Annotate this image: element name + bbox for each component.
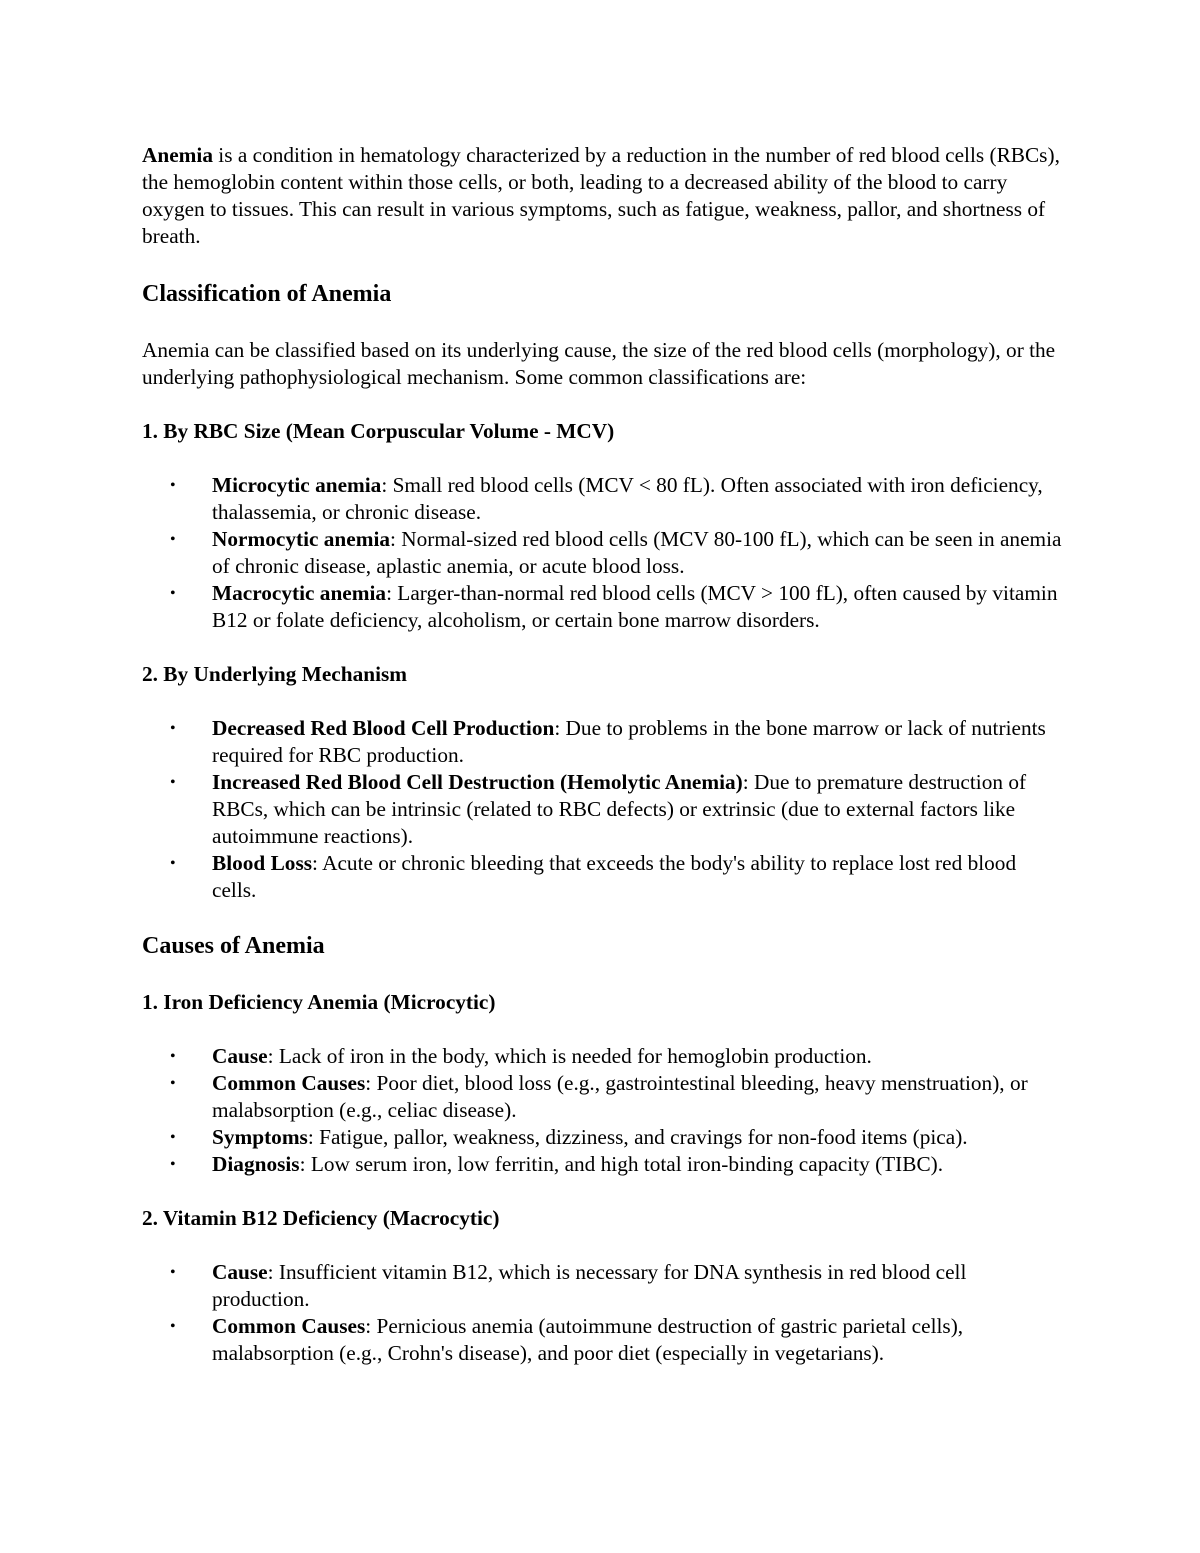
list-item [142,1070,1062,1124]
item-text: : Larger-than-normal red blood cells (MCV > 100 fL), often caused by vitamin B12 or folate deficiency, alcoholism, or certain bone marrow disorders. [212,581,1058,632]
item-text: : Acute or chronic bleeding that exceeds the body's ability to replace lost red blood cells. [212,851,1017,902]
by-size-heading: 1. By RBC Size (Mean Corpuscular Volume - MCV) [142,419,615,443]
by-mechanism-heading: 2. By Underlying Mechanism [142,662,408,686]
item-term: Common Causes [212,1071,366,1095]
list-item [142,1151,1062,1178]
causes-heading: Causes of Anemia [142,933,325,959]
bullet-icon: • [170,1156,176,1173]
bullet-icon: • [170,774,176,791]
bullet-icon: • [170,855,176,872]
list-item [142,526,1062,580]
item-text: : Normal-sized red blood cells (MCV 80-100 fL), which can be seen in anemia of chronic disease, aplastic anemia, or acute blood loss. [212,527,1062,578]
item-term: Macrocytic anemia [212,581,387,605]
bullet-icon: • [170,531,176,548]
list-item [142,580,1062,634]
item-term: Common Causes [212,1314,366,1338]
item-term: Increased Red Blood Cell Destruction (Hemolytic Anemia) [212,770,743,794]
item-text: : Low serum iron, low ferritin, and high total iron-binding capacity (TIBC). [299,1152,944,1176]
intro-term: Anemia [142,143,213,167]
list-item [142,1313,1062,1367]
item-text: : Insufficient vitamin B12, which is necessary for DNA synthesis in red blood cell production. [212,1260,967,1311]
item-term: Cause [212,1260,268,1284]
classification-heading: Classification of Anemia [142,281,392,307]
item-term: Diagnosis [212,1152,300,1176]
intro-paragraph [142,142,1062,250]
classification-paragraph: Anemia can be classified based on its underlying cause, the size of the red blood cells (morphology), or the underlying pathophysiological mechanism. Some common classifications are: [142,338,1056,389]
bullet-icon: • [170,1318,176,1335]
by-mechanism-list [142,715,1062,904]
item-text: : Lack of iron in the body, which is needed for hemoglobin production. [267,1044,872,1068]
list-item [142,472,1062,526]
item-term: Symptoms [212,1125,308,1149]
item-term: Decreased Red Blood Cell Production [212,716,555,740]
list-item [142,850,1062,904]
bullet-icon: • [170,1075,176,1092]
list-item [142,715,1062,769]
item-term: Normocytic anemia [212,527,391,551]
item-term: Cause [212,1044,268,1068]
bullet-icon: • [170,585,176,602]
item-term: Blood Loss [212,851,313,875]
bullet-icon: • [170,1264,176,1281]
b12-heading: 2. Vitamin B12 Deficiency (Macrocytic) [142,1206,500,1230]
b12-list [142,1259,1062,1367]
bullet-icon: • [170,720,176,737]
list-item [142,769,1062,850]
item-text: : Fatigue, pallor, weakness, dizziness, and cravings for non-food items (pica). [307,1125,968,1149]
list-item [142,1043,1062,1070]
item-text: : Due to problems in the bone marrow or lack of nutrients required for RBC production. [212,716,1046,767]
item-term: Microcytic anemia [212,473,382,497]
item-text: : Poor diet, blood loss (e.g., gastrointestinal bleeding, heavy menstruation), or malabsorption (e.g., celiac disease). [212,1071,1028,1122]
document-page [142,142,1062,1394]
item-text: : Small red blood cells (MCV < 80 fL). Often associated with iron deficiency, thalassemia, or chronic disease. [212,473,1043,524]
intro-text: is a condition in hematology characterized by a reduction in the number of red blood cells (RBCs), the hemoglobin content within those cells, or both, leading to a decreased ability of the blood to carry oxygen to tissues. This can result in various symptoms, such as fatigue, weakness, pallor, and shortness of breath. [142,143,1060,248]
bullet-icon: • [170,477,176,494]
item-text: : Pernicious anemia (autoimmune destruction of gastric parietal cells), malabsorption (e.g., Crohn's disease), and poor diet (especially in vegetarians). [212,1314,964,1365]
bullet-icon: • [170,1048,176,1065]
list-item [142,1259,1062,1313]
item-text: : Due to premature destruction of RBCs, which can be intrinsic (related to RBC defects) or extrinsic (due to external factors like autoimmune reactions). [212,770,1027,848]
list-item [142,1124,1062,1151]
bullet-icon: • [170,1129,176,1146]
iron-heading: 1. Iron Deficiency Anemia (Microcytic) [142,990,496,1014]
by-size-list [142,472,1062,634]
iron-list [142,1043,1062,1178]
